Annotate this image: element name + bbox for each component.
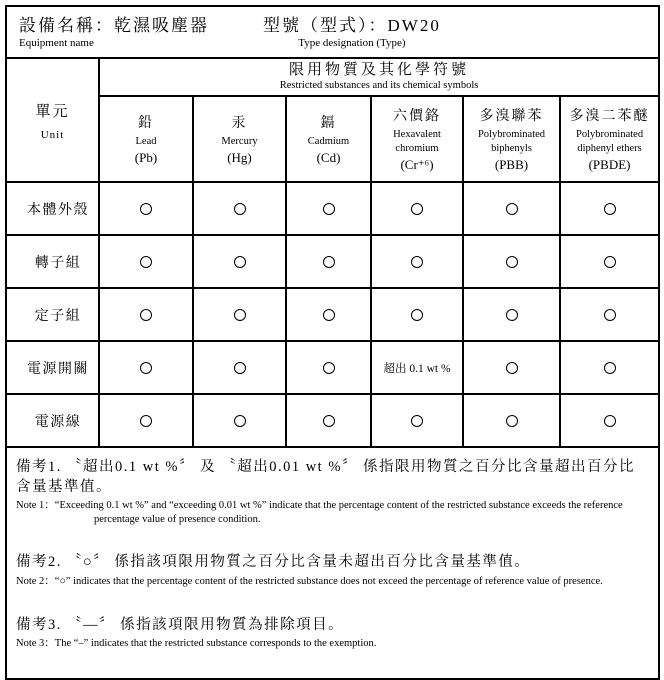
note-1-zh: 備考1. 〝超出0.1 wt %〞 及 〝超出0.01 wt %〞 係指限用物質之百分比含量超出百分比含量基準值。 (16, 459, 636, 495)
rows-body (6, 182, 659, 447)
chem-header-cell-6 (560, 96, 659, 182)
note-3 (16, 616, 650, 651)
circle-mark (506, 309, 518, 321)
circle-mark (411, 309, 423, 321)
circle-mark (323, 415, 335, 427)
unit-label: 轉子組 (6, 235, 99, 288)
unit-label: 本體外殼 (6, 182, 99, 235)
substance-value-cell (99, 235, 193, 288)
equipment-name-en: Equipment name (19, 36, 94, 49)
circle-mark (234, 362, 246, 374)
unit-label: 電源線 (6, 394, 99, 447)
substance-value-cell (99, 182, 193, 235)
rohs-declaration-sheet (5, 5, 658, 680)
substance-value-cell (99, 341, 193, 394)
type-designation-en: Type designation (Type) (298, 36, 406, 49)
substance-value-cell (99, 394, 193, 447)
exceed-value: 超出 0.1 wt % (383, 362, 451, 375)
notes-row (6, 447, 659, 679)
chem-name-en: Polybrominated biphenyls (477, 129, 546, 154)
circle-mark (506, 362, 518, 374)
rohs-table (5, 5, 660, 680)
substance-value-cell (193, 235, 286, 288)
table-row (6, 394, 659, 447)
circle-mark (323, 256, 335, 268)
circle-mark (604, 309, 616, 321)
chem-symbol: (Hg) (227, 150, 252, 166)
substance-value-cell (463, 288, 560, 341)
circle-mark (506, 203, 518, 215)
table-row (6, 235, 659, 288)
substance-value-cell (193, 394, 286, 447)
circle-mark (411, 415, 423, 427)
substance-value-cell (99, 288, 193, 341)
chem-header-cell-4 (371, 96, 463, 182)
unit-header-en: Unit (40, 128, 65, 141)
circle-mark (411, 203, 423, 215)
chem-header-cell-5 (463, 96, 560, 182)
chem-name-zh: 鎘 (320, 115, 337, 131)
substance-value-cell (463, 235, 560, 288)
type-designation-zh: 型號（型式）：DW20 (263, 16, 441, 36)
note-3-zh: 備考3. 〝—〞 係指該項限用物質為排除項目。 (16, 616, 345, 633)
restricted-header-zh: 限用物質及其化學符號 (289, 62, 470, 79)
substance-value-cell (463, 341, 560, 394)
circle-mark (604, 256, 616, 268)
type-designation-block (263, 16, 441, 50)
chem-header-cell-3 (286, 96, 371, 182)
substance-value-cell (371, 341, 463, 394)
note-1 (16, 458, 650, 526)
circle-mark (234, 256, 246, 268)
chem-symbol: (Pb) (134, 150, 158, 166)
chem-name-zh: 鉛 (138, 115, 154, 131)
note-1-en: Note 1：“Exceeding 0.1 wt %” and “exceeding 0.01 wt %” indicate that the percentage content of the restricted substance exceeds the reference percentage value of presence condition. (16, 500, 623, 525)
chem-name-zh: 多溴聯苯 (479, 109, 544, 125)
circle-mark (604, 415, 616, 427)
circle-mark (234, 415, 246, 427)
equipment-name-block (19, 16, 209, 50)
circle-mark (140, 256, 152, 268)
chem-name-zh: 多溴二苯醚 (569, 109, 650, 125)
substance-value-cell (286, 182, 371, 235)
substance-value-cell (193, 288, 286, 341)
circle-mark (323, 362, 335, 374)
circle-mark (323, 309, 335, 321)
chem-symbol: (PBB) (494, 156, 529, 172)
table-row (6, 288, 659, 341)
circle-mark (506, 415, 518, 427)
circle-mark (604, 203, 616, 215)
equipment-header-row (6, 6, 659, 58)
substance-value-cell (193, 182, 286, 235)
substance-value-cell (560, 394, 659, 447)
equipment-name-zh: 設備名稱：乾濕吸塵器 (19, 16, 209, 36)
circle-mark (140, 415, 152, 427)
circle-mark (140, 309, 152, 321)
circle-mark (604, 362, 616, 374)
note-3-en: Note 3：The “–” indicates that the restricted substance corresponds to the exemption. (16, 638, 377, 650)
substance-value-cell (371, 182, 463, 235)
chem-name-en: Cadmium (307, 135, 350, 147)
chem-header-row (6, 96, 659, 182)
chem-name-zh: 汞 (231, 115, 248, 131)
circle-mark (506, 256, 518, 268)
table-row (6, 341, 659, 394)
unit-header-cell (6, 58, 99, 182)
substance-value-cell (286, 235, 371, 288)
note-2 (16, 553, 650, 588)
chem-name-en: Mercury (221, 135, 258, 147)
substance-value-cell (371, 288, 463, 341)
substance-value-cell (463, 182, 560, 235)
notes-cell (6, 447, 659, 679)
substance-value-cell (371, 394, 463, 447)
chem-header-cell-1 (99, 96, 193, 182)
circle-mark (411, 256, 423, 268)
circle-mark (140, 203, 152, 215)
substance-value-cell (560, 341, 659, 394)
restricted-header-en: Restricted substances and its chemical symbols (279, 80, 479, 92)
substance-value-cell (560, 288, 659, 341)
circle-mark (140, 362, 152, 374)
substance-value-cell (286, 288, 371, 341)
note-2-zh: 備考2. 〝○〞 係指該項限用物質之百分比含量未超出百分比含量基準值。 (16, 554, 531, 571)
chem-name-en: Hexavalent chromium (393, 129, 441, 154)
chem-name-en: Polybrominated diphenyl ethers (576, 129, 644, 154)
table-row (6, 182, 659, 235)
chem-name-zh: 六價鉻 (393, 109, 441, 125)
chem-symbol: (Cr⁺⁶) (400, 156, 434, 172)
equipment-header-cell (6, 6, 659, 58)
substance-value-cell (560, 235, 659, 288)
substance-value-cell (286, 394, 371, 447)
circle-mark (323, 203, 335, 215)
substance-value-cell (371, 235, 463, 288)
restricted-banner-row (6, 58, 659, 96)
substance-value-cell (193, 341, 286, 394)
circle-mark (234, 203, 246, 215)
restricted-header-cell (99, 58, 659, 96)
chem-symbol: (PBDE) (588, 156, 631, 172)
substance-value-cell (560, 182, 659, 235)
substance-value-cell (286, 341, 371, 394)
chem-name-en: Lead (135, 135, 157, 147)
unit-label: 定子組 (6, 288, 99, 341)
chem-symbol: (Cd) (316, 150, 341, 166)
substance-value-cell (463, 394, 560, 447)
unit-header-zh: 單元 (35, 103, 70, 120)
note-2-en: Note 2：“○” indicates that the percentage content of the restricted substance does not exceed the percentage of reference value of presence. (16, 575, 603, 587)
circle-mark (234, 309, 246, 321)
chem-header-cell-2 (193, 96, 286, 182)
unit-label: 電源開關 (6, 341, 99, 394)
